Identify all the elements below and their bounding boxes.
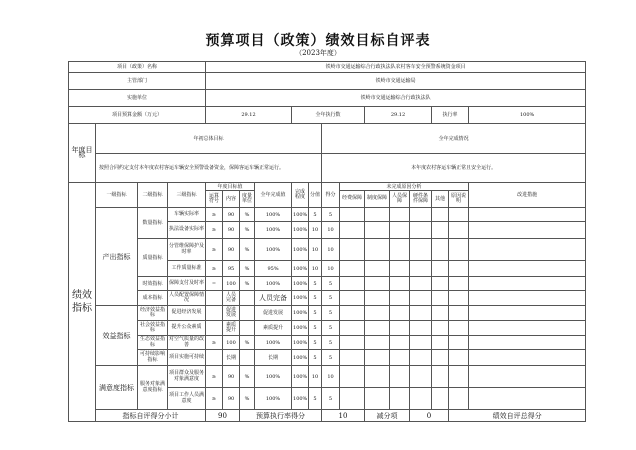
indicator-value: 人员完备 xyxy=(223,291,240,306)
indicator-degree: 100% xyxy=(292,321,309,336)
indicator-op: ≥ xyxy=(206,261,223,277)
indicator-actual: 100% xyxy=(255,222,292,239)
group-output: 产出指标 xyxy=(96,208,138,306)
indicator-actual: 95% xyxy=(255,261,292,277)
col-r6: 原因说明 xyxy=(449,191,469,208)
col-r5: 其他 xyxy=(432,191,449,208)
indicator-degree: 100% xyxy=(292,239,309,261)
table-row xyxy=(69,366,586,388)
annual-goal-text: 按照合同约定支付本年度农村客运车辆安全预警设备资金，保障客运车辆正常运行。 xyxy=(96,154,322,183)
form-title: 预算项目（政策）绩效目标自评表 xyxy=(205,33,431,49)
indicator-score: 10 xyxy=(322,222,340,239)
indicator-unit xyxy=(240,306,255,321)
indicator-unit xyxy=(240,291,255,306)
impl-value: 铁岭市交通运输综合行政执法队 xyxy=(206,90,586,107)
col-level1: 一级指标 xyxy=(96,183,138,208)
group-benefit: 效益指标 xyxy=(96,306,138,366)
table-row xyxy=(69,208,586,222)
indicator-score: 5 xyxy=(322,277,340,291)
indicator-actual: 100% xyxy=(255,239,292,261)
subgroup-cost: 成本指标 xyxy=(138,291,168,306)
col-level2: 二级指标 xyxy=(138,183,168,208)
indicator-actual: 人员完备 xyxy=(255,291,292,306)
summary-row xyxy=(69,410,586,422)
indicator-value: 95 xyxy=(223,261,240,277)
indicator-value: 90 xyxy=(223,366,240,388)
dept-value: 铁岭市交通运输局 xyxy=(206,73,586,90)
indicator-unit: % xyxy=(240,239,255,261)
indicator-name: 提升公众素质 xyxy=(168,321,206,336)
table-row xyxy=(69,350,586,366)
indicator-op: ≥ xyxy=(206,208,223,222)
col-target-group: 年度目标值 xyxy=(206,183,255,191)
subtotal-value: 90 xyxy=(206,410,240,422)
total-label: 绩效自评总得分 xyxy=(449,410,586,422)
col-r3: 人员保障 xyxy=(390,191,410,208)
indicator-degree: 100% xyxy=(292,261,309,277)
indicator-weight: 5 xyxy=(309,291,322,306)
indicator-op xyxy=(206,306,223,321)
indicator-score: 5 xyxy=(322,321,340,336)
indicator-unit xyxy=(240,321,255,336)
exec-label: 全年执行数 xyxy=(292,107,365,124)
evaluation-table xyxy=(68,61,586,422)
indicator-unit: % xyxy=(240,277,255,291)
indicator-actual: 100% xyxy=(255,208,292,222)
evaluation-sheet xyxy=(68,61,585,422)
indicator-weight: 10 xyxy=(309,261,322,277)
indicator-op: ≥ xyxy=(206,388,223,410)
annual-section-label: 年度目标 xyxy=(69,124,96,183)
col-reason-group: 未完成原因分析 xyxy=(340,183,469,191)
indicator-unit: % xyxy=(240,222,255,239)
subgroup-eco: 生态效益指标 xyxy=(138,336,168,350)
col-weight: 分值 xyxy=(309,183,322,208)
indicator-score: 5 xyxy=(322,336,340,350)
indicator-op: = xyxy=(206,277,223,291)
indicator-score: 5 xyxy=(322,350,340,366)
indicator-degree: 100% xyxy=(292,350,309,366)
project-name-row xyxy=(69,62,586,73)
indicator-unit: % xyxy=(240,261,255,277)
col-r2: 制度保障 xyxy=(365,191,390,208)
form-year: （2023年度） xyxy=(295,49,341,57)
indicator-actual: 素质提升 xyxy=(255,321,292,336)
indicator-value: 90 xyxy=(223,388,240,410)
subgroup-sustain: 可持续影响指标 xyxy=(138,350,168,366)
indicator-name: 工作质量标准 xyxy=(168,261,206,277)
indicator-score: 10 xyxy=(322,261,340,277)
indicator-unit: % xyxy=(240,388,255,410)
indicator-actual: 促进发展 xyxy=(255,306,292,321)
col-degree: 完成程度 xyxy=(292,183,309,208)
dept-row xyxy=(69,73,586,90)
annual-text-row xyxy=(69,154,586,183)
table-row xyxy=(69,239,586,261)
indicator-value: 100 xyxy=(223,336,240,350)
indicator-name: 项目实施可持续 xyxy=(168,350,206,366)
indicator-name: 项目群众及服务对象满意度 xyxy=(168,366,206,388)
indicator-score: 10 xyxy=(322,239,340,261)
indicator-actual: 100% xyxy=(255,388,292,410)
col-level3: 三级指标 xyxy=(168,183,206,208)
indicator-name: 执法设备实际率 xyxy=(168,222,206,239)
annual-head-row xyxy=(69,124,586,154)
indicator-degree: 100% xyxy=(292,388,309,410)
indicator-weight: 10 xyxy=(309,239,322,261)
col-r4: 硬件条件保障 xyxy=(410,191,432,208)
table-row xyxy=(69,336,586,350)
indicator-score: 5 xyxy=(322,208,340,222)
rate-value: 100% xyxy=(469,107,586,124)
subgroup-serve: 服务对象满意度指标 xyxy=(138,366,168,410)
indicator-op: ≥ xyxy=(206,336,223,350)
exec-value: 29.12 xyxy=(365,107,432,124)
indicator-value: 素质提升 xyxy=(223,321,240,336)
subgroup-econ: 经济效益指标 xyxy=(138,306,168,321)
indicator-value: 90 xyxy=(223,222,240,239)
indicator-name: 项目工作人员满意度 xyxy=(168,388,206,410)
impl-row xyxy=(69,90,586,107)
indicator-value: 90 xyxy=(223,208,240,222)
indicator-name: 对空气质量的改善 xyxy=(169,336,205,348)
indicator-degree: 100% xyxy=(292,366,309,388)
deduct-value: 0 xyxy=(410,410,449,422)
indicator-degree: 100% xyxy=(292,291,309,306)
rate-score-value: 10 xyxy=(322,410,365,422)
rate-label: 执行率 xyxy=(432,107,469,124)
indicator-op xyxy=(206,321,223,336)
column-head-row-1 xyxy=(69,183,586,191)
dept-label: 主管部门 xyxy=(69,73,206,90)
indicator-op xyxy=(206,291,223,306)
indicator-value: 长期 xyxy=(223,350,240,366)
subgroup-social: 社会效益指标 xyxy=(138,321,168,336)
col-score: 得分 xyxy=(322,183,340,208)
table-row xyxy=(69,291,586,306)
indicator-degree: 100% xyxy=(292,336,309,350)
rate-score-label: 预算执行率得分 xyxy=(240,410,322,422)
indicator-op: ≥ xyxy=(206,222,223,239)
indicator-op: ≥ xyxy=(206,366,223,388)
indicator-score: 10 xyxy=(322,366,340,388)
indicator-weight: 10 xyxy=(309,222,322,239)
indicator-value: 促进发展 xyxy=(223,306,240,321)
indicator-name: 车辆实际率 xyxy=(168,208,206,222)
indicator-actual: 100% xyxy=(255,336,292,350)
subgroup-time: 时效指标 xyxy=(138,277,168,291)
indicator-weight: 5 xyxy=(309,336,322,350)
indicator-name: 人员配置保障情况 xyxy=(168,291,206,306)
subgroup-quantity: 数量指标 xyxy=(138,208,168,239)
indicator-unit xyxy=(240,350,255,366)
indicator-degree: 100% xyxy=(292,208,309,222)
indicator-value: 100 xyxy=(223,277,240,291)
col-unit: 度量单位 xyxy=(240,191,255,208)
indicator-degree: 100% xyxy=(292,306,309,321)
table-row xyxy=(69,277,586,291)
indicator-score: 5 xyxy=(322,388,340,410)
indicator-degree: 100% xyxy=(292,222,309,239)
indicator-actual: 100% xyxy=(255,366,292,388)
annual-done-text: 本年度农村客运车辆正常且安全运行。 xyxy=(322,154,586,183)
indicator-name: 促进经济发展 xyxy=(168,306,206,321)
project-name-label: 项目（政策）名称 xyxy=(69,62,206,73)
project-name-value: 铁岭市交通运输综合行政执法队农村客车安全预警系统资金项目 xyxy=(206,62,586,73)
indicator-weight: 5 xyxy=(309,350,322,366)
table-row xyxy=(69,321,586,336)
indicator-op: ≥ xyxy=(206,239,223,261)
annual-done-label: 全年完成情况 xyxy=(322,124,586,154)
indicator-actual: 长期 xyxy=(255,350,292,366)
deduct-label: 减分项 xyxy=(365,410,410,422)
col-actual: 全年完成值 xyxy=(255,183,292,208)
indicator-actual: 100% xyxy=(255,277,292,291)
indicator-name: 分管维保障护及时率 xyxy=(168,239,206,261)
indicator-degree: 100% xyxy=(292,277,309,291)
perf-section-label: 绩效指标 xyxy=(69,183,96,422)
col-sign: 运算符号 xyxy=(206,191,223,208)
indicator-weight: 10 xyxy=(309,366,322,388)
group-satisfaction: 满意度指标 xyxy=(96,366,138,410)
indicator-weight: 5 xyxy=(309,388,322,410)
col-improve: 改进措施 xyxy=(469,183,586,208)
indicator-weight: 5 xyxy=(309,321,322,336)
indicator-weight: 5 xyxy=(309,277,322,291)
budget-row xyxy=(69,107,586,124)
annual-goal-label: 年初总体目标 xyxy=(96,124,322,154)
indicator-value: 90 xyxy=(223,239,240,261)
indicator-name: 保障支付及时率 xyxy=(168,277,206,291)
budget-value: 29.12 xyxy=(206,107,292,124)
table-row xyxy=(69,306,586,321)
indicator-score: 5 xyxy=(322,291,340,306)
impl-label: 实施单位 xyxy=(69,90,206,107)
indicator-score: 5 xyxy=(322,306,340,321)
indicator-unit: % xyxy=(240,208,255,222)
col-r1: 经费保障 xyxy=(340,191,365,208)
budget-label: 项目预算金额（万元） xyxy=(69,107,206,124)
indicator-op xyxy=(206,350,223,366)
subgroup-quality: 质量指标 xyxy=(138,239,168,277)
indicator-unit: % xyxy=(240,366,255,388)
col-content: 内容 xyxy=(223,191,240,208)
indicator-weight: 5 xyxy=(309,306,322,321)
indicator-unit: % xyxy=(240,336,255,350)
indicator-weight: 5 xyxy=(309,208,322,222)
subtotal-label: 指标自评得分小计 xyxy=(96,410,206,422)
